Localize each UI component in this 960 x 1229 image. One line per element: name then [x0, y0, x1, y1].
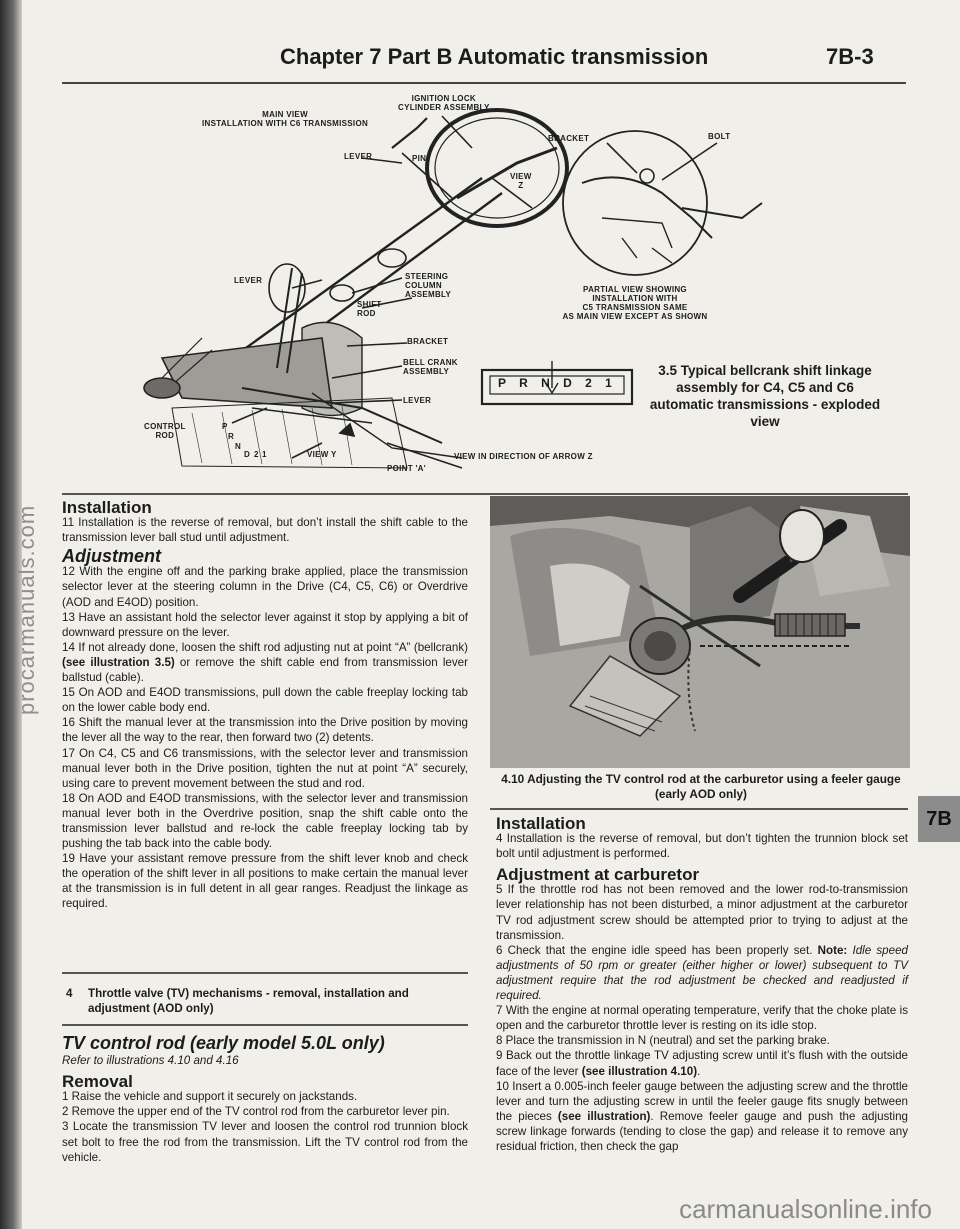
label-gear-n: N — [235, 442, 242, 451]
photo-4-10-caption: 4.10 Adjusting the TV control rod at the carburetor using a feeler gauge (early AOD only) — [501, 772, 901, 801]
right-column-rule — [490, 808, 908, 810]
shift-indicator-text: P R N D 2 1 — [498, 376, 617, 390]
label-bracket: BRACKET — [407, 337, 449, 346]
label-control-rod: CONTROL ROD — [144, 422, 186, 440]
label-steering-column: STEERING COLUMN ASSEMBLY — [405, 272, 452, 299]
paragraph-2: 2 Remove the upper end of the TV control rod from the carburetor lever pin. — [62, 1105, 450, 1119]
paragraph-10: 10 Insert a 0.005-inch feeler gauge between the adjusting screw and the throttle lever and turn the adjusting screw in until the feeler gauge fits snugly between the pieces (see illustration). Remove feeler gauge and push the adjusting screw linkage forwards (tending to close the gap) and release it to remove any residual friction, then check the gap — [496, 1079, 909, 1153]
label-partial-view: PARTIAL VIEW SHOWING INSTALLATION WITH C5 TRANSMISSION SAME AS MAIN VIEW EXCEPT AS SHOWN — [562, 285, 708, 321]
refer-illustrations: Refer to illustrations 4.10 and 4.16 — [62, 1054, 239, 1068]
bottom-watermark: carmanualsonline.info — [679, 1194, 932, 1224]
figure-3-5-caption: 3.5 Typical bellcrank shift linkage assembly for C4, C5 and C6 automatic transmissions - exploded view — [649, 363, 881, 429]
label-bracket-top: BRACKET — [548, 134, 590, 143]
photo-4-10 — [490, 496, 910, 768]
paragraph-3: 3 Locate the transmission TV lever and loosen the control rod trunnion block set bolt to free the rod from the transmission. Lift the TV control rod from the vehicle. — [62, 1120, 468, 1164]
adjustment-carburetor-heading: Adjustment at carburetor — [496, 865, 700, 885]
header-rule — [62, 82, 906, 84]
paragraph-5: 5 If the throttle rod has not been removed and the lower rod-to-transmission lever relationship has not been disturbed, a minor adjustment at the carburetor TV rod adjustment screw should be attempted prior to trying to adjust at the transmission. — [496, 883, 908, 942]
carburetor-photo — [490, 496, 910, 768]
paragraph-13: 13 Have an assistant hold the selector lever against it stop by applying a bit of downward pressure on the lever. — [62, 610, 468, 639]
paragraph-7: 7 With the engine at normal operating temperature, verify that the choke plate is open and the carburetor throttle lever is resting on its idle stop. — [496, 1004, 908, 1033]
page-number: 7B-3 — [826, 44, 874, 69]
label-gear-d: D — [244, 450, 251, 459]
label-view-z: VIEW Z — [510, 172, 532, 190]
paragraph-16: 16 Shift the manual lever at the transmission into the Drive position by moving the lever all the way to the rear, then forward two (2) detents. — [62, 716, 468, 745]
label-bellcrank: BELL CRANK ASSEMBLY — [403, 358, 458, 376]
label-lever-lower: LEVER — [403, 396, 432, 405]
paragraph-14: 14 If not already done, loosen the shift rod adjusting nut at point “A” (bellcrank) (see illustration 3.5) or remove the shift cable end from transmission lever ballstud (cable). — [62, 640, 468, 685]
tv-control-rod-heading: TV control rod (early model 5.0L only) — [62, 1033, 385, 1053]
section-4-top-rule — [62, 972, 468, 974]
left-column-bottom — [62, 1033, 468, 1165]
paragraph-6: 6 Check that the engine idle speed has been properly set. Note: Idle speed adjustments of 50 rpm or greater (either higher or lower) subsequent to TV adjustment require that the rod adjustment be checked and readjusted if required. — [496, 943, 908, 1003]
paragraph-19: 19 Have your assistant remove pressure from the shift lever knob and check the operation of the shift lever in all positions to make certain the manual lever at the transmission is in full detent in all gear ranges. Readjust the linkage as required. — [62, 852, 468, 911]
left-column-top — [62, 500, 468, 912]
figure-bottom-rule — [62, 493, 908, 495]
label-view-y: VIEW Y — [307, 450, 337, 459]
label-pin: PIN — [412, 154, 427, 163]
chapter-title: Chapter 7 Part B Automatic transmission — [280, 44, 709, 69]
label-lever-left: LEVER — [234, 276, 263, 285]
paragraph-8: 8 Place the transmission in N (neutral) and set the parking brake. — [496, 1034, 830, 1048]
label-ignition-lock: IGNITION LOCK CYLINDER ASSEMBLY — [398, 94, 490, 112]
right-column — [496, 816, 908, 1154]
section-4-bottom-rule — [62, 1024, 468, 1026]
paragraph-17: 17 On C4, C5 and C6 transmissions, with the selector lever and transmission manual lever both in the Drive position, tighten the nut at point “A” securely, using care to prevent movement between the stud and rod. — [62, 746, 468, 790]
paragraph-9: 9 Back out the throttle linkage TV adjusting screw until it’s flush with the outside face of the lever (see illustration 4.10). — [496, 1049, 908, 1078]
label-point-a: POINT 'A' — [387, 464, 426, 473]
label-lever-top: LEVER — [344, 152, 373, 161]
installation-heading-right: Installation — [496, 814, 586, 833]
label-gear-2: 2 — [254, 450, 259, 459]
paragraph-1: 1 Raise the vehicle and support it securely on jackstands. — [62, 1090, 358, 1104]
paragraph-11: 11 Installation is the reverse of removal, but don’t install the shift cable to the transmission lever ball stud until adjustment. — [62, 516, 468, 545]
paragraph-15: 15 On AOD and E4OD transmissions, pull down the cable freeplay locking tab on the lower cable body end. — [62, 686, 468, 715]
paragraph-4: 4 Installation is the reverse of removal, but don’t tighten the trunnion block set bolt until adjustment is performed. — [496, 832, 908, 861]
label-gear-r: R — [228, 432, 235, 441]
label-shift-rod: SHIFT ROD — [357, 300, 382, 318]
paragraph-12: 12 With the engine off and the parking brake applied, place the transmission selector lever at the steering column in the Drive (C4, C5, C6) or Overdrive (AOD and E4OD) position. — [62, 565, 468, 609]
label-main-view: MAIN VIEW INSTALLATION WITH C6 TRANSMISSION — [202, 110, 369, 128]
label-gear-1: 1 — [262, 450, 267, 459]
section-tab-7b: 7B — [918, 796, 960, 842]
label-bolt: BOLT — [708, 132, 731, 141]
label-gear-p: P — [222, 422, 228, 431]
section-4-title: 4 Throttle valve (TV) mechanisms - removal, installation and adjustment (AOD only) — [66, 987, 409, 1015]
label-view-direction: VIEW IN DIRECTION OF ARROW Z — [454, 452, 593, 461]
adjustment-heading: Adjustment — [62, 546, 161, 567]
side-watermark: procarmanuals.com — [14, 504, 39, 716]
removal-heading: Removal — [62, 1072, 133, 1092]
installation-heading: Installation — [62, 498, 152, 517]
paragraph-18: 18 On AOD and E4OD transmissions, with the selector lever and transmission manual lever both in the Overdrive position, snap the shift cable onto the transmission lever ballstud and re-lock the cable freeplay locking tab by pushing the tab back into the cable body. — [62, 791, 468, 851]
